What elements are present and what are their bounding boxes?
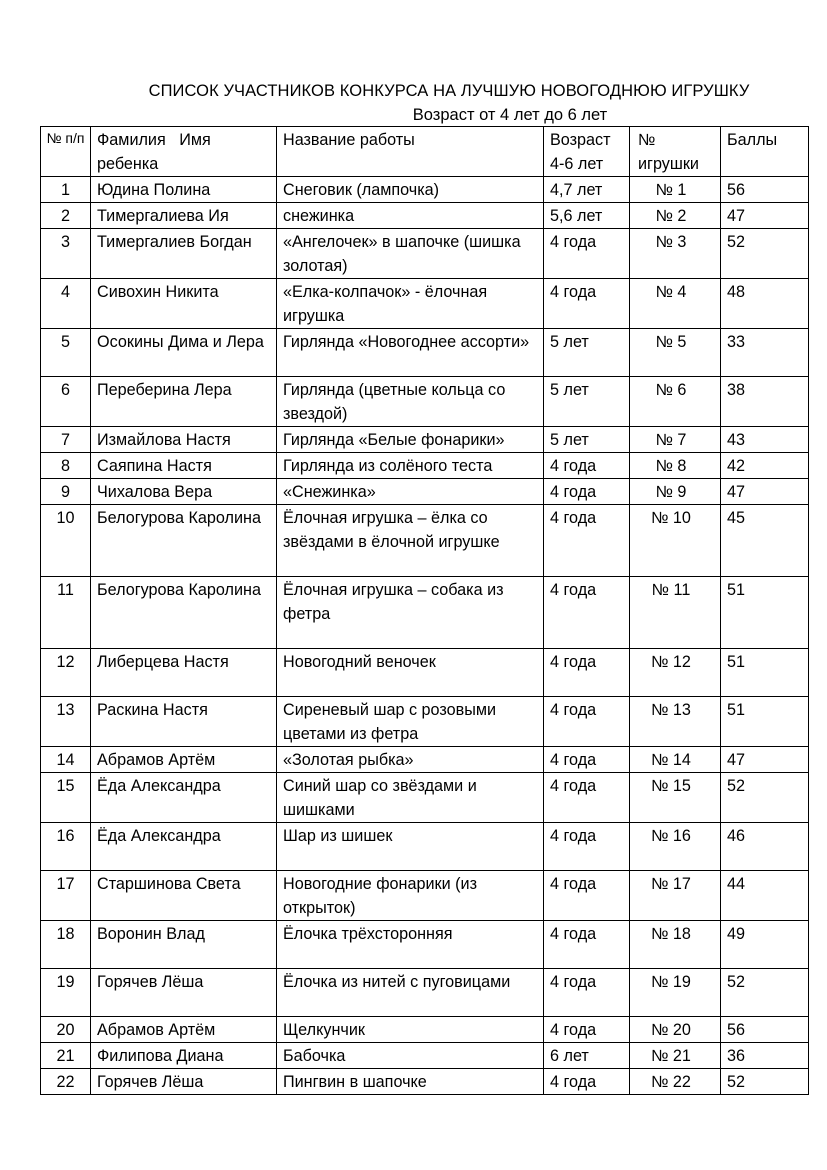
cell-score: 47	[721, 203, 809, 229]
cell-age: 4 года	[544, 871, 630, 921]
cell-score: 47	[721, 479, 809, 505]
cell-work: снежинка	[277, 203, 544, 229]
cell-toy: № 3	[630, 229, 721, 279]
cell-name: Горячев Лёша	[91, 1069, 277, 1095]
cell-num: 12	[41, 649, 91, 697]
table-row	[41, 773, 809, 823]
table-row	[41, 329, 809, 377]
cell-score: 56	[721, 1017, 809, 1043]
cell-num: 8	[41, 453, 91, 479]
cell-toy: № 20	[630, 1017, 721, 1043]
cell-num: 5	[41, 329, 91, 377]
cell-work: Щелкунчик	[277, 1017, 544, 1043]
document-title: СПИСОК УЧАСТНИКОВ КОНКУРСА НА ЛУЧШУЮ НОВОГОДНЮЮ ИГРУШКУ	[148, 82, 750, 100]
cell-toy: № 6	[630, 377, 721, 427]
cell-name: Тимергалиева Ия	[91, 203, 277, 229]
cell-score: 38	[721, 377, 809, 427]
cell-num: 9	[41, 479, 91, 505]
cell-age: 5,6 лет	[544, 203, 630, 229]
cell-toy: № 10	[630, 505, 721, 577]
cell-num: 10	[41, 505, 91, 577]
table-row	[41, 1069, 809, 1095]
cell-work: «Снежинка»	[277, 479, 544, 505]
table-row	[41, 505, 809, 577]
cell-score: 48	[721, 279, 809, 329]
cell-work: «Ангелочек» в шапочке (шишка золотая)	[277, 229, 544, 279]
cell-name: Юдина Полина	[91, 177, 277, 203]
cell-num: 4	[41, 279, 91, 329]
cell-age: 4 года	[544, 773, 630, 823]
cell-age: 4 года	[544, 697, 630, 747]
table-row	[41, 453, 809, 479]
cell-work: Ёлочная игрушка – ёлка со звёздами в ёлочной игрушке	[277, 505, 544, 577]
cell-age: 4 года	[544, 969, 630, 1017]
table-row	[41, 279, 809, 329]
cell-name: Ёда Александра	[91, 823, 277, 871]
cell-work: Шар из шишек	[277, 823, 544, 871]
cell-name: Ёда Александра	[91, 773, 277, 823]
cell-age: 5 лет	[544, 427, 630, 453]
cell-name: Абрамов Артём	[91, 747, 277, 773]
cell-score: 52	[721, 1069, 809, 1095]
cell-toy: № 11	[630, 577, 721, 649]
cell-name: Белогурова Каролина	[91, 505, 277, 577]
cell-num: 22	[41, 1069, 91, 1095]
cell-num: 15	[41, 773, 91, 823]
cell-name: Сивохин Никита	[91, 279, 277, 329]
cell-toy: № 17	[630, 871, 721, 921]
cell-age: 4 года	[544, 577, 630, 649]
cell-num: 18	[41, 921, 91, 969]
cell-work: «Золотая рыбка»	[277, 747, 544, 773]
cell-name: Старшинова Света	[91, 871, 277, 921]
cell-num: 2	[41, 203, 91, 229]
table-row	[41, 1017, 809, 1043]
header-toy: № игрушки	[630, 127, 721, 177]
cell-toy: № 4	[630, 279, 721, 329]
cell-work: Новогодние фонарики (из открыток)	[277, 871, 544, 921]
cell-score: 47	[721, 747, 809, 773]
cell-age: 4 года	[544, 279, 630, 329]
cell-age: 4 года	[544, 453, 630, 479]
cell-name: Филипова Диана	[91, 1043, 277, 1069]
cell-age: 4 года	[544, 747, 630, 773]
cell-toy: № 9	[630, 479, 721, 505]
cell-work: Пингвин в шапочке	[277, 1069, 544, 1095]
cell-work: Гирлянда из солёного теста	[277, 453, 544, 479]
table-row	[41, 697, 809, 747]
cell-score: 51	[721, 577, 809, 649]
cell-age: 4 года	[544, 505, 630, 577]
cell-toy: № 16	[630, 823, 721, 871]
table-row	[41, 229, 809, 279]
cell-num: 14	[41, 747, 91, 773]
cell-name: Либерцева Настя	[91, 649, 277, 697]
table-row	[41, 1043, 809, 1069]
cell-age: 6 лет	[544, 1043, 630, 1069]
cell-work: Снеговик (лампочка)	[277, 177, 544, 203]
cell-toy: № 19	[630, 969, 721, 1017]
cell-score: 44	[721, 871, 809, 921]
cell-toy: № 12	[630, 649, 721, 697]
cell-num: 1	[41, 177, 91, 203]
table-row	[41, 377, 809, 427]
cell-num: 3	[41, 229, 91, 279]
cell-num: 19	[41, 969, 91, 1017]
cell-name: Измайлова Настя	[91, 427, 277, 453]
cell-toy: № 8	[630, 453, 721, 479]
cell-name: Саяпина Настя	[91, 453, 277, 479]
cell-score: 33	[721, 329, 809, 377]
cell-name: Осокины Дима и Лера	[91, 329, 277, 377]
cell-work: Бабочка	[277, 1043, 544, 1069]
cell-toy: № 1	[630, 177, 721, 203]
cell-num: 17	[41, 871, 91, 921]
cell-score: 51	[721, 649, 809, 697]
cell-score: 49	[721, 921, 809, 969]
cell-work: Ёлочка трёхсторонняя	[277, 921, 544, 969]
cell-age: 4 года	[544, 1069, 630, 1095]
table-row	[41, 969, 809, 1017]
cell-score: 51	[721, 697, 809, 747]
cell-num: 6	[41, 377, 91, 427]
cell-score: 52	[721, 229, 809, 279]
header-age: Возраст 4-6 лет	[544, 127, 630, 177]
cell-score: 52	[721, 773, 809, 823]
table-row	[41, 823, 809, 871]
table-row	[41, 177, 809, 203]
cell-toy: № 22	[630, 1069, 721, 1095]
cell-work: Гирлянда «Новогоднее ассорти»	[277, 329, 544, 377]
cell-name: Переберина Лера	[91, 377, 277, 427]
table-row	[41, 479, 809, 505]
table-row	[41, 871, 809, 921]
cell-name: Абрамов Артём	[91, 1017, 277, 1043]
table-header-row	[41, 127, 809, 177]
cell-score: 56	[721, 177, 809, 203]
cell-score: 43	[721, 427, 809, 453]
cell-name: Чихалова Вера	[91, 479, 277, 505]
header-work: Название работы	[277, 127, 544, 177]
cell-name: Тимергалиев Богдан	[91, 229, 277, 279]
cell-name: Горячев Лёша	[91, 969, 277, 1017]
cell-age: 4,7 лет	[544, 177, 630, 203]
table-row	[41, 203, 809, 229]
cell-toy: № 7	[630, 427, 721, 453]
header-score: Баллы	[721, 127, 809, 177]
cell-num: 7	[41, 427, 91, 453]
cell-work: Ёлочная игрушка – собака из фетра	[277, 577, 544, 649]
cell-name: Белогурова Каролина	[91, 577, 277, 649]
cell-age: 5 лет	[544, 329, 630, 377]
table-row	[41, 577, 809, 649]
cell-num: 20	[41, 1017, 91, 1043]
cell-age: 4 года	[544, 479, 630, 505]
cell-toy: № 13	[630, 697, 721, 747]
cell-age: 4 года	[544, 823, 630, 871]
cell-name: Раскина Настя	[91, 697, 277, 747]
cell-work: Синий шар со звёздами и шишками	[277, 773, 544, 823]
cell-score: 46	[721, 823, 809, 871]
cell-name: Воронин Влад	[91, 921, 277, 969]
cell-age: 4 года	[544, 921, 630, 969]
cell-toy: № 5	[630, 329, 721, 377]
cell-toy: № 2	[630, 203, 721, 229]
cell-age: 4 года	[544, 649, 630, 697]
cell-age: 5 лет	[544, 377, 630, 427]
cell-toy: № 15	[630, 773, 721, 823]
header-name: Фамилия Имя ребенка	[91, 127, 277, 177]
participants-table	[40, 126, 809, 1095]
table-row	[41, 649, 809, 697]
cell-work: Ёлочка из нитей с пуговицами	[277, 969, 544, 1017]
cell-work: Гирлянда (цветные кольца со звездой)	[277, 377, 544, 427]
header-num: № п/п	[41, 127, 91, 177]
document-subtitle: Возраст от 4 лет до 6 лет	[412, 106, 608, 124]
cell-score: 42	[721, 453, 809, 479]
cell-score: 36	[721, 1043, 809, 1069]
cell-num: 11	[41, 577, 91, 649]
cell-toy: № 14	[630, 747, 721, 773]
cell-score: 45	[721, 505, 809, 577]
cell-work: Сиреневый шар с розовыми цветами из фетра	[277, 697, 544, 747]
cell-age: 4 года	[544, 1017, 630, 1043]
cell-toy: № 18	[630, 921, 721, 969]
cell-num: 13	[41, 697, 91, 747]
table-row	[41, 747, 809, 773]
cell-work: Гирлянда «Белые фонарики»	[277, 427, 544, 453]
table-row	[41, 921, 809, 969]
table-row	[41, 427, 809, 453]
cell-num: 21	[41, 1043, 91, 1069]
cell-age: 4 года	[544, 229, 630, 279]
cell-work: «Елка-колпачок» - ёлочная игрушка	[277, 279, 544, 329]
cell-num: 16	[41, 823, 91, 871]
cell-work: Новогодний веночек	[277, 649, 544, 697]
cell-toy: № 21	[630, 1043, 721, 1069]
cell-score: 52	[721, 969, 809, 1017]
